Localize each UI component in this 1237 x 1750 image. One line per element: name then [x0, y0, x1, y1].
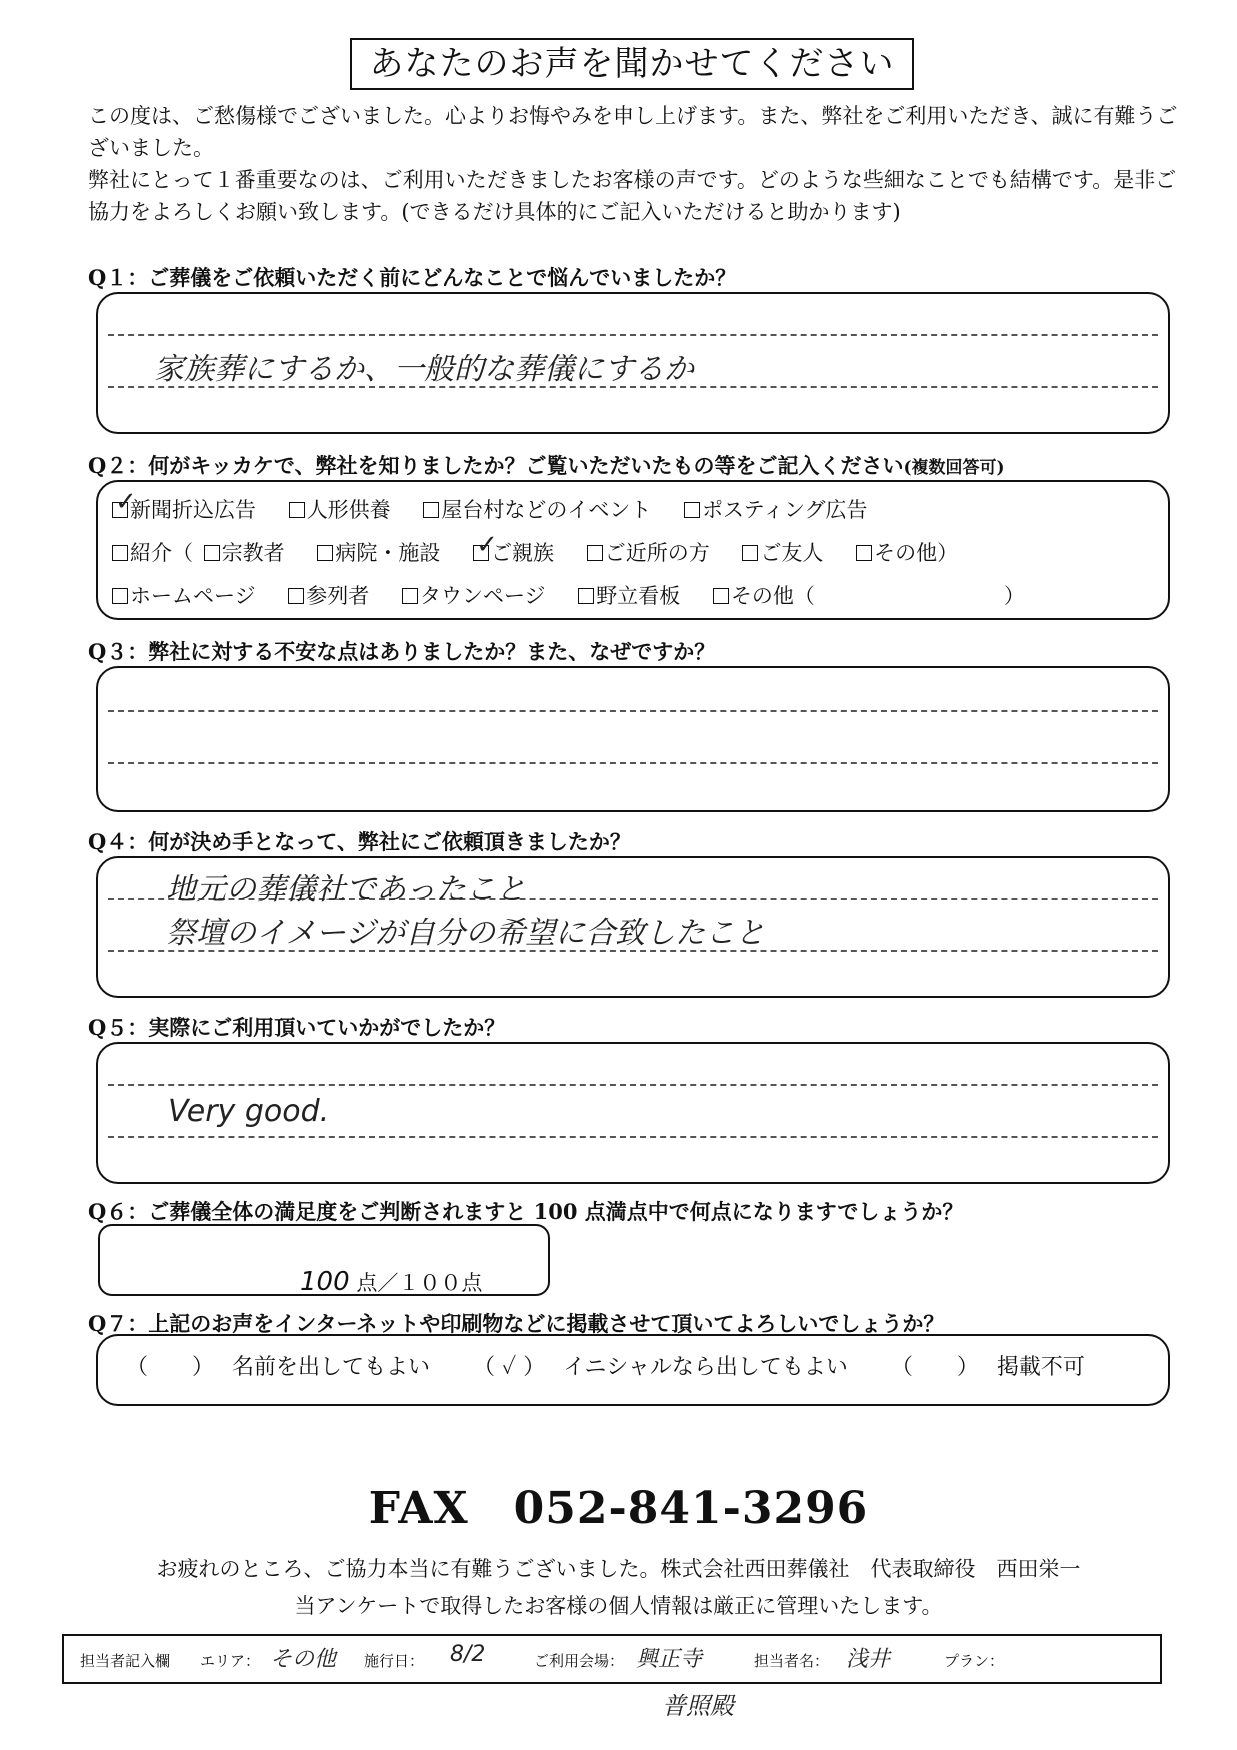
q7-option-no-publish-label: 掲載不可 [996, 1355, 1085, 1380]
q2-row-2 [112, 530, 984, 567]
option-label: 紹介（ [130, 541, 193, 565]
q2-note: (複数回答可) [903, 458, 1005, 478]
checkbox[interactable] [473, 530, 498, 561]
option-attendee[interactable] [288, 580, 369, 610]
q2-row-3 [112, 580, 1051, 610]
q7-option-initial-label: イニシャルなら出してもよい [563, 1355, 848, 1380]
venue-value: 興正寺 [636, 1647, 703, 1672]
q2-options-box [96, 480, 1170, 620]
option-label: ご近所の方 [604, 541, 710, 565]
q6-score [300, 1267, 482, 1297]
checkbox[interactable] [204, 545, 220, 561]
option-doll-memorial[interactable] [289, 494, 391, 524]
q7-options [126, 1350, 1121, 1381]
q4-answer-line-1: 地元の葬儀社であったこと [166, 872, 526, 907]
q7-option-no-publish[interactable] [891, 1355, 1103, 1380]
q7-option-name-label: 名前を出してもよい [232, 1355, 431, 1380]
q7-option-name-mark: （ ） [126, 1355, 215, 1380]
option-posting-ad[interactable] [684, 494, 867, 524]
checkbox[interactable] [112, 487, 137, 518]
q7-question: Q７：上記のお声をインターネットや印刷物などに掲載させて頂いてよろしいでしょうか？ [88, 1311, 945, 1336]
q5-answer-box [96, 1042, 1170, 1184]
q2-question-text: Q２：何がキッカケで、弊社を知りましたか？ご覧いただいたもの等をご記入ください [88, 453, 904, 478]
q7-option-initial[interactable] [473, 1355, 866, 1380]
area-value: その他 [270, 1647, 337, 1672]
option-religious[interactable] [204, 537, 285, 567]
q6-question: Q６：ご葬儀全体の満足度をご判断されますと 100 点満点中で何点になりますでしょうか？ [88, 1199, 964, 1224]
q1-answer-box [96, 292, 1170, 434]
checkbox[interactable] [587, 545, 603, 561]
option-label: ポスティング広告 [702, 498, 868, 522]
checkbox[interactable] [402, 588, 418, 604]
checkbox[interactable] [684, 502, 700, 518]
footer-thanks: お疲れのところ、ご協力本当に有難うございました。株式会社西田葬儀社 代表取締役 西田栄一 [156, 1557, 1081, 1581]
option-referral-other[interactable] [856, 537, 958, 567]
dashed-line [108, 334, 1158, 336]
q7-option-initial-mark: （ ✓ ） [473, 1355, 546, 1380]
q4-question: Q４：何が決め手となって、弊社にご依頼頂きましたか？ [88, 829, 631, 854]
staff-header: 担当者記入欄 [80, 1652, 171, 1670]
checkbox[interactable] [856, 545, 872, 561]
intro-text [88, 100, 1178, 228]
checkbox[interactable] [289, 502, 305, 518]
area-label: エリア： [200, 1652, 261, 1670]
q4-answer-line-2: 祭壇のイメージが自分の希望に合致したこと [166, 916, 766, 951]
option-label: 人形供養 [306, 498, 391, 522]
option-label: 病院・施設 [335, 541, 441, 565]
date-value: 8/2 [450, 1642, 486, 1667]
option-newspaper-insert[interactable] [112, 487, 256, 524]
option-homepage[interactable] [112, 580, 256, 610]
option-relatives[interactable] [473, 530, 555, 567]
check-mark-icon: ✓ [115, 487, 137, 517]
venue-value-second-line: 普照殿 [662, 1692, 734, 1720]
dashed-line [108, 1084, 1158, 1086]
plan-label: プラン： [944, 1652, 1005, 1670]
q3-answer-box[interactable] [96, 666, 1170, 812]
dashed-line [108, 762, 1158, 764]
checkbox[interactable] [742, 545, 758, 561]
q7-option-name[interactable] [126, 1355, 448, 1380]
checkbox[interactable] [713, 588, 729, 604]
option-townpage[interactable] [402, 580, 546, 610]
option-label: ご親族 [491, 541, 555, 565]
option-label: その他（ ） [730, 584, 1025, 608]
q5-question: Q５：実際にご利用頂いていかがでしたか？ [88, 1015, 506, 1040]
q6-score-suffix: 点／１００点 [356, 1271, 483, 1295]
person-value: 浅井 [846, 1647, 891, 1672]
checkbox[interactable] [317, 545, 333, 561]
checkbox[interactable] [423, 502, 439, 518]
date-label: 施行日： [364, 1652, 425, 1670]
footer-privacy: 当アンケートで取得したお客様の個人情報は厳正に管理いたします。 [294, 1594, 943, 1618]
check-mark-icon: ✓ [476, 530, 498, 560]
checkbox[interactable] [288, 588, 304, 604]
option-signboard[interactable] [578, 580, 680, 610]
q5-answer: Very good. [168, 1094, 330, 1129]
intro-paragraph-1: この度は、ご愁傷様でございました。心よりお悔やみを申し上げます。また、弊社をご利用いただき、誠に有難うございました。 [88, 104, 1178, 160]
checkbox[interactable] [112, 545, 128, 561]
dashed-line [108, 710, 1158, 712]
option-label: 宗教者 [221, 541, 285, 565]
option-hospital[interactable] [317, 537, 440, 567]
option-event[interactable] [423, 494, 651, 524]
option-referral[interactable] [112, 537, 193, 567]
q2-question [88, 450, 1005, 480]
option-label: ご友人 [760, 541, 824, 565]
q7-option-no-publish-mark: （ ） [890, 1355, 979, 1380]
q2-row-1 [112, 487, 894, 524]
intro-paragraph-2: 弊社にとって１番重要なのは、ご利用いただきましたお客様の声です。どのような些細なことでも結構です。是非ご協力をよろしくお願い致します。(できるだけ具体的にご記入いただけると助かります) [88, 168, 1177, 224]
checkbox[interactable] [112, 588, 128, 604]
option-neighbors[interactable] [587, 537, 710, 567]
fax-number: FAX 052-841-3296 [368, 1483, 869, 1534]
person-label: 担当者名： [754, 1652, 830, 1670]
checkbox[interactable] [578, 588, 594, 604]
q6-score-value: 100 [300, 1267, 350, 1297]
q4-answer-box [96, 856, 1170, 998]
staff-entry-bar [62, 1634, 1162, 1684]
option-label: タウンページ [419, 584, 546, 608]
venue-label: ご利用会場： [534, 1652, 625, 1670]
option-other[interactable] [713, 580, 1025, 610]
option-label: ホームページ [130, 584, 256, 608]
q1-answer: 家族葬にするか、一般的な葬儀にするか [154, 352, 694, 387]
option-label: 野立看板 [596, 584, 681, 608]
option-label: 新聞折込広告 [130, 498, 256, 522]
dashed-line [108, 1136, 1158, 1138]
q1-question: Q１：ご葬儀をご依頼いただく前にどんなことで悩んでいましたか？ [88, 265, 737, 290]
option-label: 屋台村などのイベント [441, 498, 652, 522]
survey-title: あなたのお声を聞かせてください [350, 38, 914, 90]
option-label: 参列者 [306, 584, 370, 608]
q3-question: Q３：弊社に対する不安な点はありましたか？また、なぜですか？ [88, 639, 716, 664]
option-label: その他） [874, 541, 959, 565]
option-friends[interactable] [742, 537, 823, 567]
